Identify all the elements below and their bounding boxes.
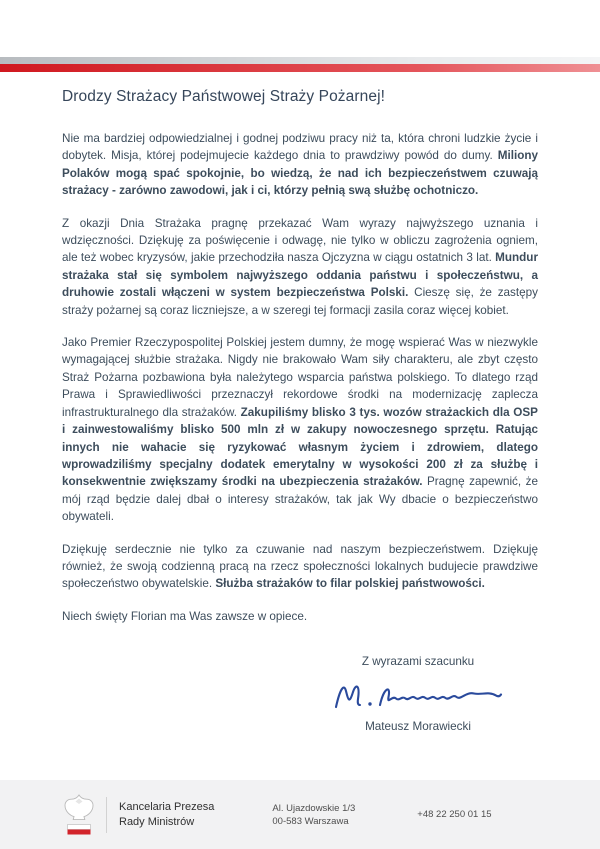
handwritten-signature-icon bbox=[330, 674, 506, 718]
paragraph-text: Z okazji Dnia Strażaka pragnę przekazać Wam wyrazy najwyższego uznania i wdzięczności. Dziękuję za poświęcenie i odwagę, nie tylko w obliczu zagrożenia ogniem, ale też wobec kryzysów, jakie przechodziła nasza Ojczyzna w ciągu ostatnich 3 lat. bbox=[62, 216, 538, 265]
paragraph-text: Nie ma bardziej odpowiedzialnej i godnej podziwu pracy niż ta, która chroni ludzkie życie i dobytek. Misja, której podejmujecie każdego dnia to prawdziwy powód do dumy. bbox=[62, 132, 538, 163]
paragraph-text-bold: Zakupiliśmy blisko 3 tys. wozów strażackich dla OSP i zainwestowaliśmy blisko 500 mln zł w zakupy nowoczesnego sprzętu. Ratując innych nie wahacie się ryzykować własnym życiem i zdrowiem, dlatego wprowadziliśmy specjalny dodatek emerytalny w wysokości 200 zł za służbę i konsekwentnie zwiększamy środki na ubezpieczenia strażaków. bbox=[62, 405, 538, 489]
paragraph-text: Cieszę się, że zastępy straży pożarnej są coraz liczniejsze, a w szeregi tej formacji zasila coraz więcej kobiet. bbox=[62, 286, 538, 317]
polish-eagle-emblem-icon bbox=[62, 791, 96, 839]
paragraph-text-bold: Służba strażaków to filar polskiej państwowości. bbox=[215, 577, 485, 591]
paragraph-1 bbox=[62, 130, 538, 200]
organization-name bbox=[119, 800, 214, 829]
closing-block bbox=[298, 655, 538, 733]
footer-content bbox=[0, 780, 600, 849]
paragraph-text: Pragnę zapewnić, że mój rząd będzie dalej dbał o interesy strażaków, tak jak Wy dbacie o bezpieczeństwo obywateli. bbox=[62, 475, 538, 524]
paragraph-text: Niech święty Florian ma Was zawsze w opiece. bbox=[62, 609, 308, 623]
paragraph-4 bbox=[62, 541, 538, 593]
footer-divider bbox=[106, 797, 107, 833]
address-block bbox=[272, 802, 355, 828]
organization-name-line1: Kancelaria Prezesa bbox=[119, 801, 215, 813]
organization-name-line2: Rady Ministrów bbox=[119, 815, 195, 828]
paragraph-2 bbox=[62, 215, 538, 319]
paragraph-3 bbox=[62, 334, 538, 525]
flag-accent-bar bbox=[0, 57, 600, 72]
flag-accent-bar-red-stripe bbox=[0, 64, 600, 72]
address-line2: 00-583 Warszawa bbox=[272, 815, 349, 827]
address-line1: Al. Ujazdowskie 1/3 bbox=[272, 802, 356, 814]
signatory-name: Mateusz Morawiecki bbox=[365, 720, 471, 734]
phone-number: +48 22 250 01 15 bbox=[417, 809, 492, 820]
flag-accent-bar-white-stripe bbox=[0, 57, 600, 64]
paragraph-text-bold: Mundur strażaka stał się symbolem najwyższego oddania państwu i społeczeństwu, a druhowie zostali włączeni w system bezpieczeństwa Polski. bbox=[62, 251, 538, 300]
letter-salutation: Drodzy Strażacy Państwowej Straży Pożarnej! bbox=[62, 88, 386, 105]
closing-phrase: Z wyrazami szacunku bbox=[361, 655, 475, 669]
paragraph-text: Jako Premier Rzeczypospolitej Polskiej jestem dumny, że mogę wspierać Was w niezwykle wymagającej służbie strażaka. Nigdy nie brakowało Wam siły charakteru, ale zbyt często Straż Pożarna pozbawiona była należytego wsparcia państwa polskiego. To dlatego rząd Prawa i Sprawiedliwości przeznaczył rekordowe środki na modernizację zaplecza infrastrukturalnego dla strażaków. bbox=[62, 336, 538, 419]
paragraph-text-bold: Miliony Polaków mogą spać spokojnie, bo wiedzą, że nad ich bezpieczeństwem czuwają strażacy - zarówno zawodowi, jak i ci, którzy pełnią swą służbę ochotniczo. bbox=[62, 149, 538, 198]
letter-body bbox=[62, 88, 538, 733]
footer bbox=[0, 780, 600, 849]
paragraph-text: Dziękuję serdecznie nie tylko za czuwanie nad naszym bezpieczeństwem. Dziękuję również, że swoją codzienną pracą na rzecz społeczności lokalnych budujecie prawdziwe społeczeństwo obywatelskie. bbox=[62, 542, 538, 591]
paragraph-5 bbox=[62, 608, 538, 625]
